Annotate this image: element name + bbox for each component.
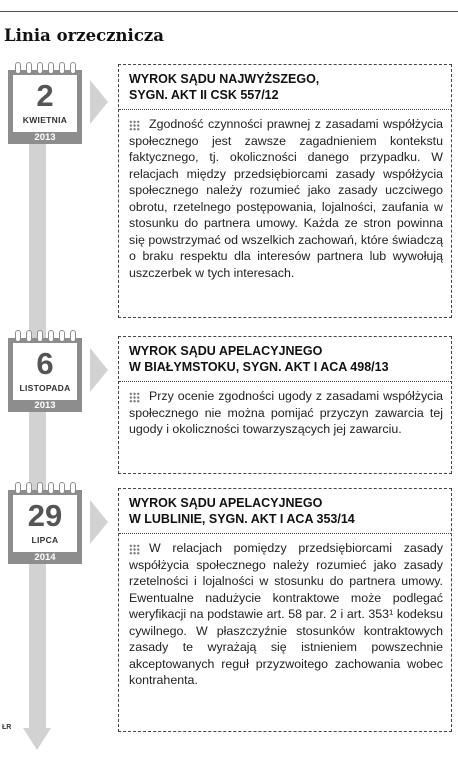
bullet-grid-icon — [129, 120, 140, 131]
calendar-month: LISTOPADA — [19, 383, 71, 393]
ruling-card-1 — [118, 64, 452, 318]
calendar-day: 2 — [36, 78, 54, 113]
page-title: Linia orzecznicza — [4, 26, 164, 45]
ruling-heading — [119, 337, 451, 382]
top-rule — [0, 11, 458, 12]
ruling-heading-line: WYROK SĄDU APELACYJNEGO — [129, 496, 323, 510]
calendar-year: 2013 — [13, 132, 77, 144]
calendar-date-1 — [8, 62, 82, 144]
calendar-date-3 — [8, 482, 82, 564]
pointer-arrow-icon — [90, 500, 108, 544]
calendar-day: 6 — [36, 346, 54, 381]
ruling-heading-line: SYGN. AKT II CSK 557/12 — [129, 88, 279, 102]
calendar-year: 2013 — [13, 400, 77, 412]
ruling-body: Zgodność czynności prawnej z zasadami współżycia społecznego jest zawsze zagadnieniem kontekstu faktycznego, tj. okoliczności danego przypadku. W relacjach między przedsiębiorcami zasady współżycia społecznego należy rozumieć jako zasady uczciwego obrotu, rzetelnego postępowania, lojalności, zaufania w stosunku do partnera umowy. Każda ze stron powinna się powstrzymać od wszelkich zachowań, które świadczą o braku respektu dla interesów partnera lub wywołują uszczerbek w tych interesach. — [129, 117, 443, 280]
calendar-year: 2014 — [13, 552, 77, 564]
bullet-grid-icon — [129, 544, 140, 555]
timeline-arrow-icon — [23, 728, 51, 750]
pointer-arrow-icon — [90, 80, 108, 124]
ruling-text-block — [119, 534, 451, 695]
bullet-grid-icon — [129, 392, 140, 403]
ruling-text-block — [119, 382, 451, 444]
ruling-heading — [119, 489, 451, 534]
ruling-card-3 — [118, 488, 452, 732]
calendar-month: KWIETNIA — [22, 115, 68, 125]
calendar-day: 29 — [27, 498, 63, 533]
ruling-body: Przy ocenie zgodności ugody z zasadami współżycia społecznego nie można pomijać przyczyn zawarcia tej ugody i okoliczności towarzyszących jej zawarciu. — [129, 389, 443, 436]
ruling-heading-line: W LUBLINIE, SYGN. AKT I ACA 353/14 — [129, 512, 355, 526]
calendar-month: LIPCA — [31, 535, 59, 545]
author-credit: ŁR — [2, 724, 12, 731]
ruling-heading-line: WYROK SĄDU APELACYJNEGO — [129, 344, 323, 358]
ruling-text-block — [119, 110, 451, 287]
ruling-heading — [119, 65, 451, 110]
ruling-heading-line: W BIAŁYMSTOKU, SYGN. AKT I ACA 498/13 — [129, 360, 389, 374]
ruling-heading-line: WYROK SĄDU NAJWYŻSZEGO, — [129, 72, 320, 86]
pointer-arrow-icon — [90, 348, 108, 392]
ruling-card-2 — [118, 336, 452, 474]
calendar-date-2 — [8, 330, 82, 412]
ruling-body: W relacjach pomiędzy przedsiębiorcami zasady współżycia społecznego należy rozumieć jako zasady rzetelności i lojalności w stosunku do partnera umowy. Ewentualne nadużycie kontraktowe może podlegać weryfikacji na podstawie art. 58 par. 2 i art. 353¹ kodeksu cywilnego. W płaszczyźnie stosunków kontraktowych zasady te wyrażają się istnieniem powszechnie akceptowanych reguł przyzwoitego zachowania wobec kontrahenta. — [129, 541, 443, 687]
